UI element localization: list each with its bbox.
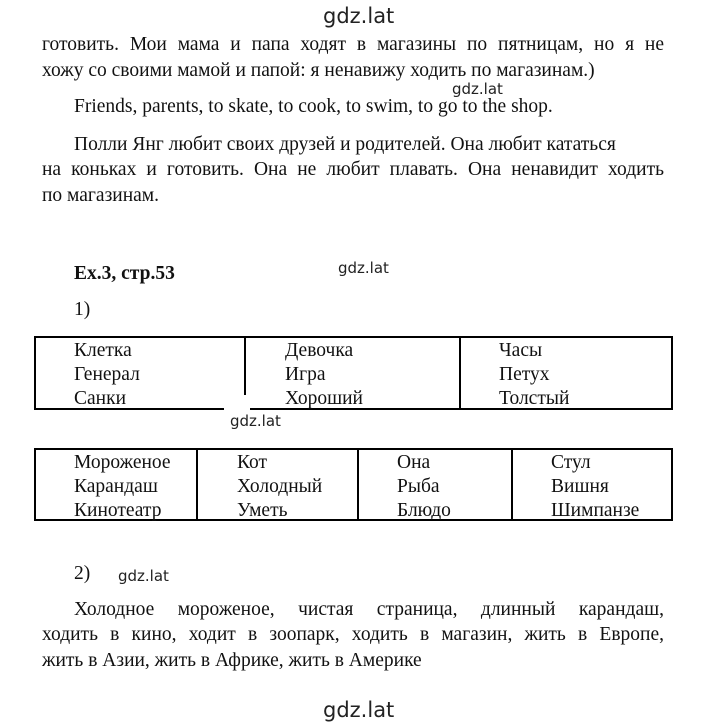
table-cell: Вишня: [551, 476, 609, 497]
part-label: 1): [74, 299, 91, 320]
exercise-title: Ex.3, стр.53: [74, 263, 175, 284]
table-cell: Блюдо: [397, 500, 451, 521]
table-cell: Часы: [499, 340, 543, 361]
table-divider: [196, 448, 198, 521]
table-column: [285, 339, 363, 411]
table-cell: Шимпанзе: [551, 500, 640, 521]
paragraph-line: Полли Янг любит своих друзей и родителей. Она любит кататься: [74, 134, 616, 155]
table-column: [74, 339, 140, 411]
table-cell: Хороший: [285, 388, 363, 409]
watermark-overlay: gdz.lat: [452, 80, 503, 98]
table-cell: Она: [397, 452, 431, 473]
table-cell: Санки: [74, 388, 127, 409]
table-divider: [244, 336, 246, 395]
table-cell: Кинотеатр: [74, 500, 162, 521]
table-divider: [511, 448, 513, 521]
table-border-left: [34, 336, 36, 410]
table-cell: Игра: [285, 364, 326, 385]
table-cell: Клетка: [74, 340, 132, 361]
paragraph-line: хожу со своими мамой и папой: я ненавижу ходить по магазинам.): [42, 60, 595, 81]
table-cell: Стул: [551, 452, 591, 473]
table-border-left: [34, 448, 36, 521]
table-column: [499, 339, 569, 411]
table-cell: Карандаш: [74, 476, 158, 497]
paragraph-line: ходить в кино, ходит в зоопарк, ходить в магазин, жить в Европе,: [42, 624, 664, 645]
table-cell: Холодный: [237, 476, 323, 497]
table-border-top: [34, 448, 672, 450]
paragraph-line: готовить. Мои мама и папа ходят в магазины по пятницам, но я не: [42, 34, 664, 55]
table-cell: Толстый: [499, 388, 570, 409]
paragraph-line: по магазинам.: [42, 185, 160, 206]
table-divider: [357, 448, 359, 521]
table-column: [74, 451, 171, 523]
table-cell: Мороженое: [74, 452, 171, 473]
table-divider: [459, 336, 461, 410]
paragraph-line: на коньках и готовить. Она не любит плавать. Она ненавидит ходить: [42, 159, 664, 180]
watermark-bottom: gdz.lat: [323, 698, 395, 722]
table-border-right: [671, 448, 673, 521]
part-label: 2): [74, 563, 91, 584]
table-cell: Уметь: [237, 500, 288, 521]
watermark-part2: gdz.lat: [118, 567, 169, 585]
table-cell: Девочка: [285, 340, 354, 361]
table-cell: Генерал: [74, 364, 140, 385]
watermark-top: gdz.lat: [323, 4, 395, 28]
table-border-top: [34, 336, 672, 338]
english-word-list: Friends, parents, to skate, to cook, to swim, to go to the shop.: [74, 96, 553, 117]
watermark-between-tables: gdz.lat: [230, 412, 281, 430]
table-column: [237, 451, 322, 523]
table-border-right: [671, 336, 673, 410]
table-column: [397, 451, 451, 523]
paragraph-line: жить в Азии, жить в Африке, жить в Америке: [42, 650, 422, 671]
table-cell: Рыба: [397, 476, 440, 497]
watermark-exercise: gdz.lat: [338, 259, 389, 277]
table-cell: Кот: [237, 452, 268, 473]
table-column: [551, 451, 639, 523]
paragraph-line: Холодное мороженое, чистая страница, длинный карандаш,: [74, 599, 664, 620]
table-cell: Петух: [499, 364, 550, 385]
